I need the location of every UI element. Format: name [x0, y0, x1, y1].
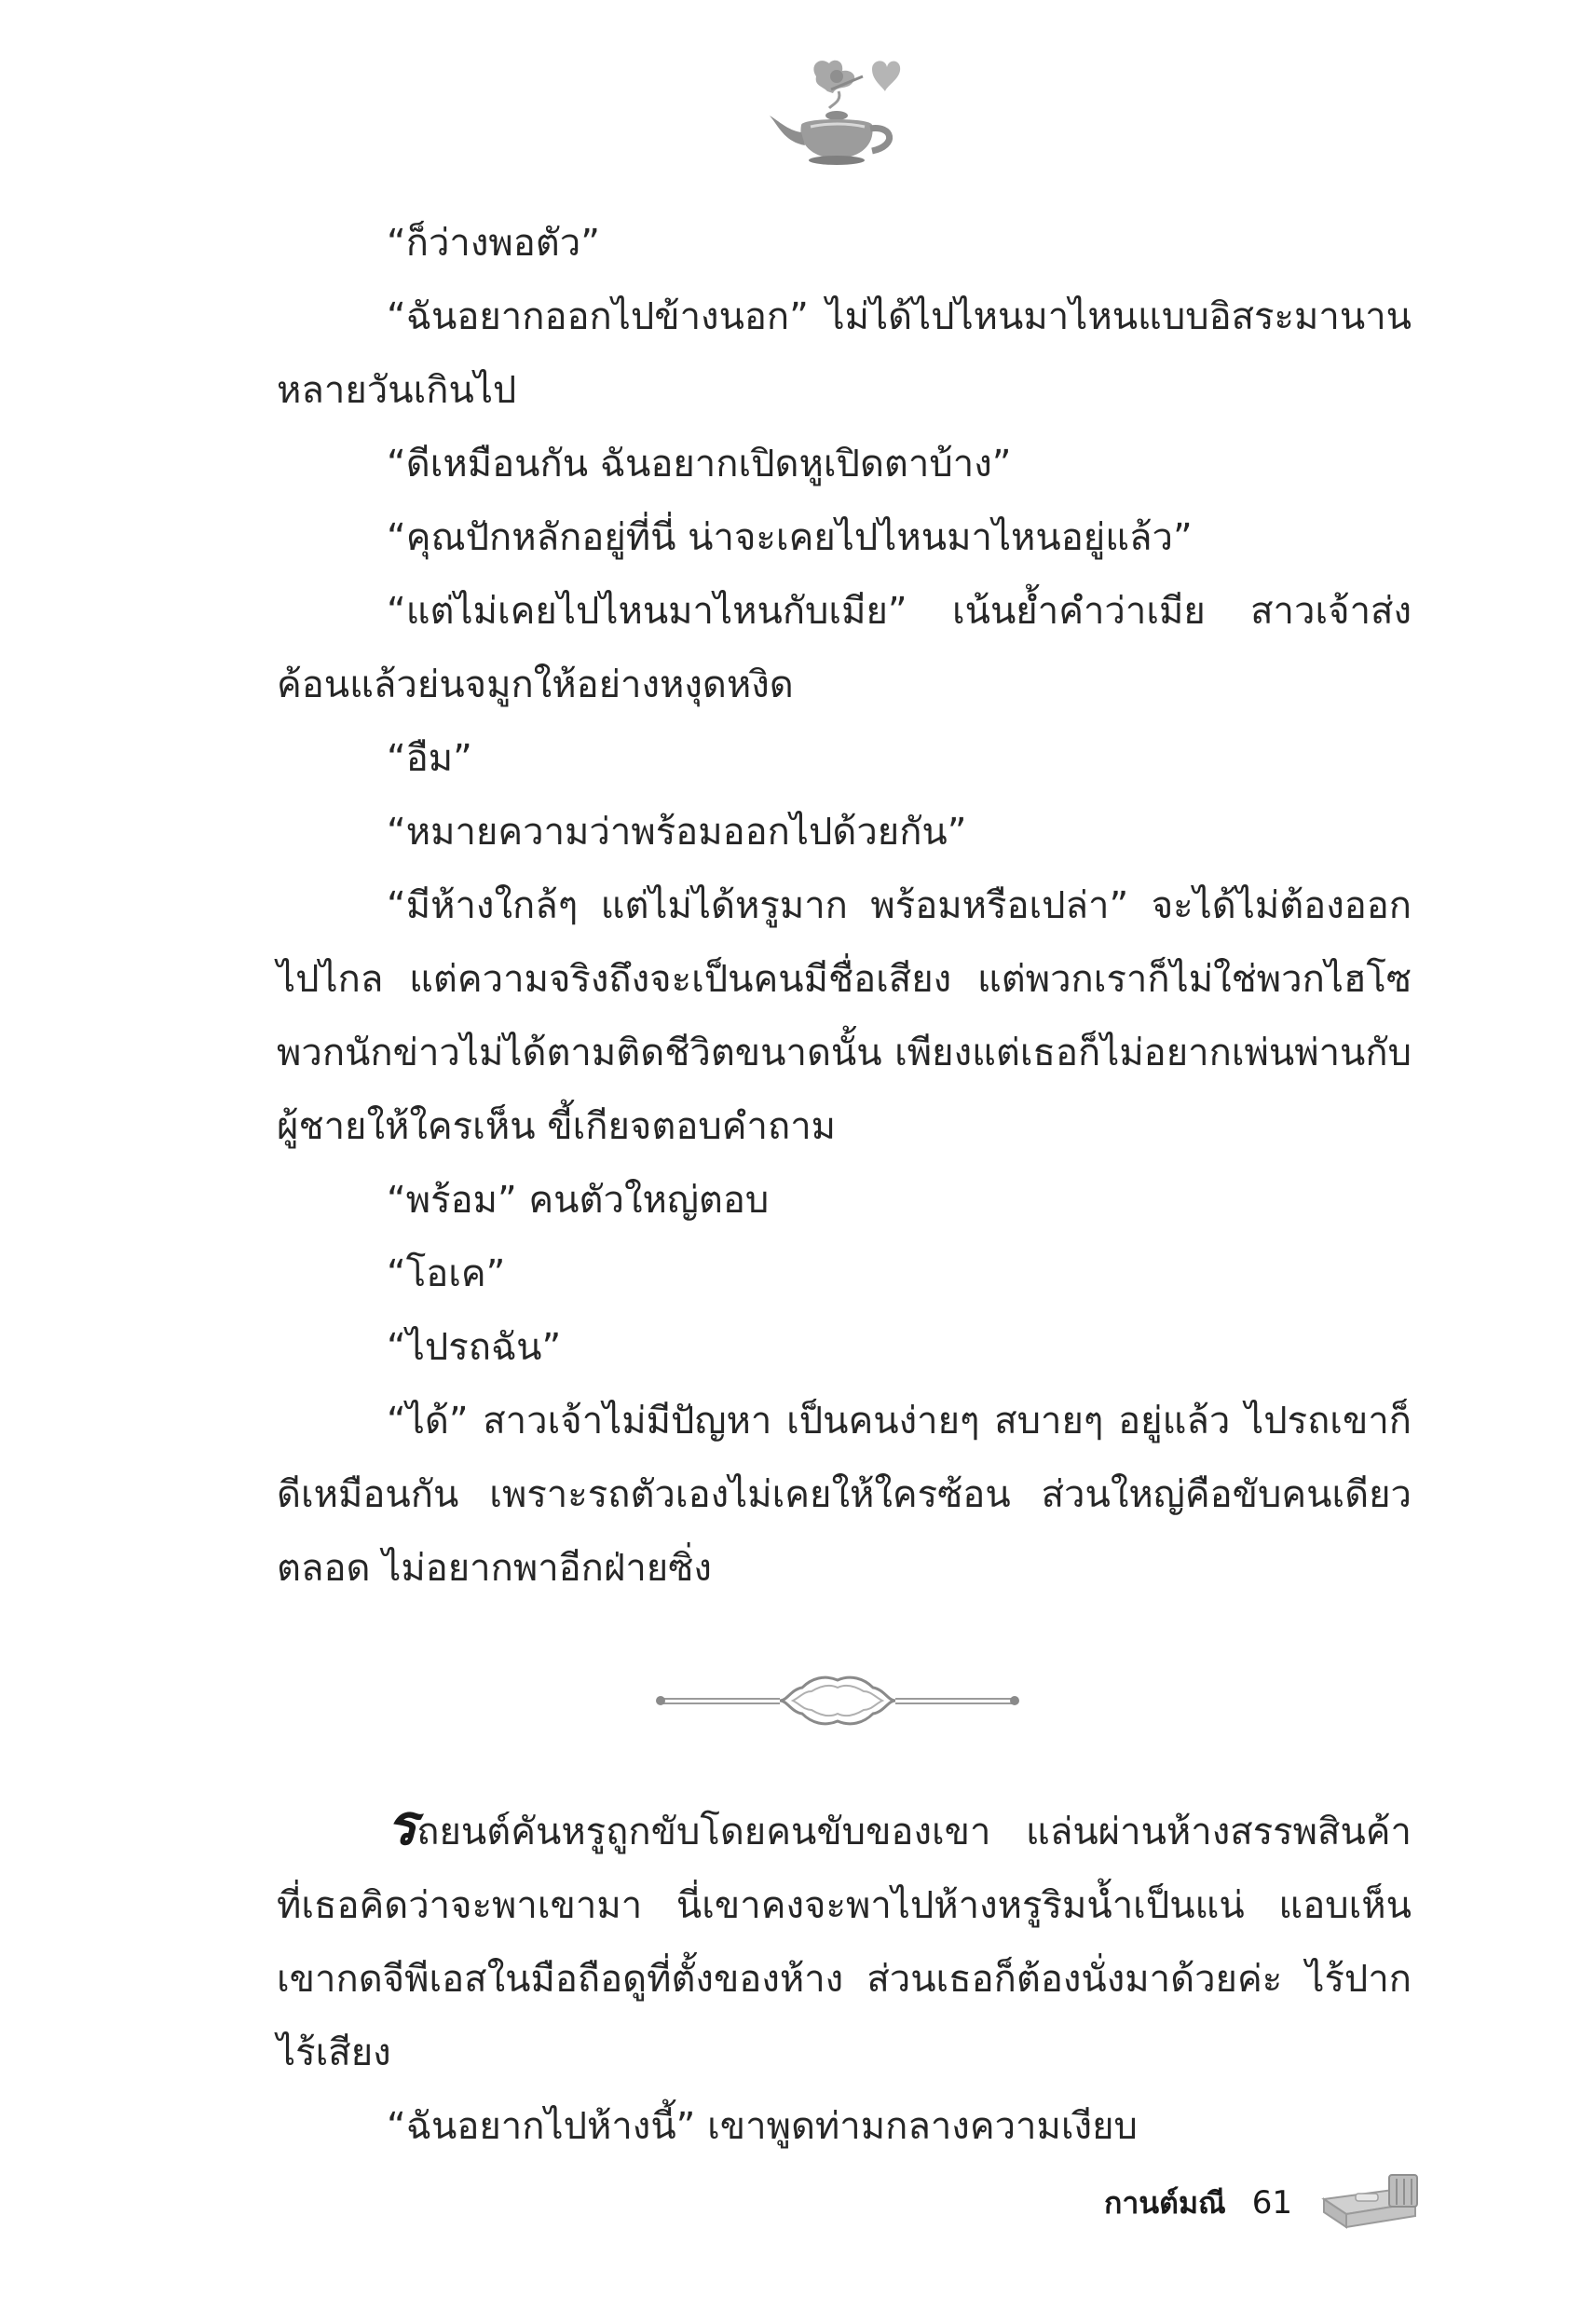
paragraph-3: “ดีเหมือนกัน ฉันอยากเปิดหูเปิดตาบ้าง” [387, 443, 1012, 485]
paragraph-8: “มีห้างใกล้ๆ แต่ไม่ได้หรูมาก พร้อมหรือเปล่า” จะได้ไม่ต้องออกไปไกล แต่ความจริงถึงจะเป็นคนมีชื่อเสียง แต่พวกเราก็ไม่ใช่พวกไฮโซ พวกนักข่าวไม่ได้ตามติดชีวิตขนาดนั้น เพียงแต่เธอก็ไม่อยากเพ่นพ่านกับผู้ชายให้ใครเห็น ขี้เกียจตอบคำถาม [277, 884, 1412, 1148]
paragraph-12: “ได้” สาวเจ้าไม่มีปัญหา เป็นคนง่ายๆ สบายๆ อยู่แล้ว ไปรถเขาก็ดีเหมือนกัน เพราะรถตัวเองไม่เคยให้ใครซ้อน ส่วนใหญ่คือขับคนเดียวตลอด ไม่อยากพาอีกฝ่ายซิ่ง [277, 1400, 1412, 1590]
book-title: กานต์มณี [1103, 2184, 1226, 2221]
paragraph-4: “คุณปักหลักอยู่ที่นี่ น่าจะเคยไปไหนมาไหนอยู่แล้ว” [387, 516, 1193, 559]
paragraph-text: ถยนต์คันหรูถูกขับโดยคนขับของเขา แล่นผ่านห้างสรรพสินค้าที่เธอคิดว่าจะพาเขามา นี่เขาคงจะพาไปห้างหรูริมน้ำเป็นแน่ แอบเห็นเขากดจีพีเอสในมือถือดูที่ตั้งของห้าง ส่วนเธอก็ต้องนั่งมาด้วยค่ะ ไร้ปากไร้เสียง [277, 1811, 1412, 2074]
drop-cap: ร [387, 1793, 417, 1858]
cupid-teapot-icon [762, 48, 911, 170]
paragraph-7: “หมายความว่าพร้อมออกไปด้วยกัน” [387, 811, 967, 854]
paragraph-9: “พร้อม” คนตัวใหญ่ตอบ [387, 1179, 770, 1222]
paragraph-1: “ก็ว่างพอตัว” [387, 222, 600, 265]
spacer [277, 1730, 1412, 1796]
paragraph-10: “โอเค” [387, 1252, 506, 1295]
paragraph-6: “อืม” [387, 737, 472, 780]
bed-icon [1318, 2171, 1421, 2235]
section-2-first-paragraph [277, 1793, 1412, 2090]
spacer [277, 1606, 1412, 1671]
page-footer [1104, 2171, 1421, 2235]
section-divider-ornament [651, 1671, 1024, 1730]
paragraph-2: “ฉันอยากออกไปข้างนอก” ไม่ได้ไปไหนมาไหนแบบอิสระมานานหลายวันเกินไป [277, 295, 1412, 412]
section-2-second-paragraph: “ฉันอยากไปห้างนี้” เขาพูดท่ามกลางความเงียบ [387, 2105, 1138, 2148]
paragraph-11: “ไปรถฉัน” [387, 1326, 562, 1369]
main-text [277, 207, 1412, 2164]
page-number: 61 [1251, 2184, 1292, 2222]
paragraph-5: “แต่ไม่เคยไปไหนมาไหนกับเมีย” เน้นย้ำคำว่าเมีย สาวเจ้าส่งค้อนแล้วย่นจมูกให้อย่างหงุดหงิด [277, 590, 1412, 706]
